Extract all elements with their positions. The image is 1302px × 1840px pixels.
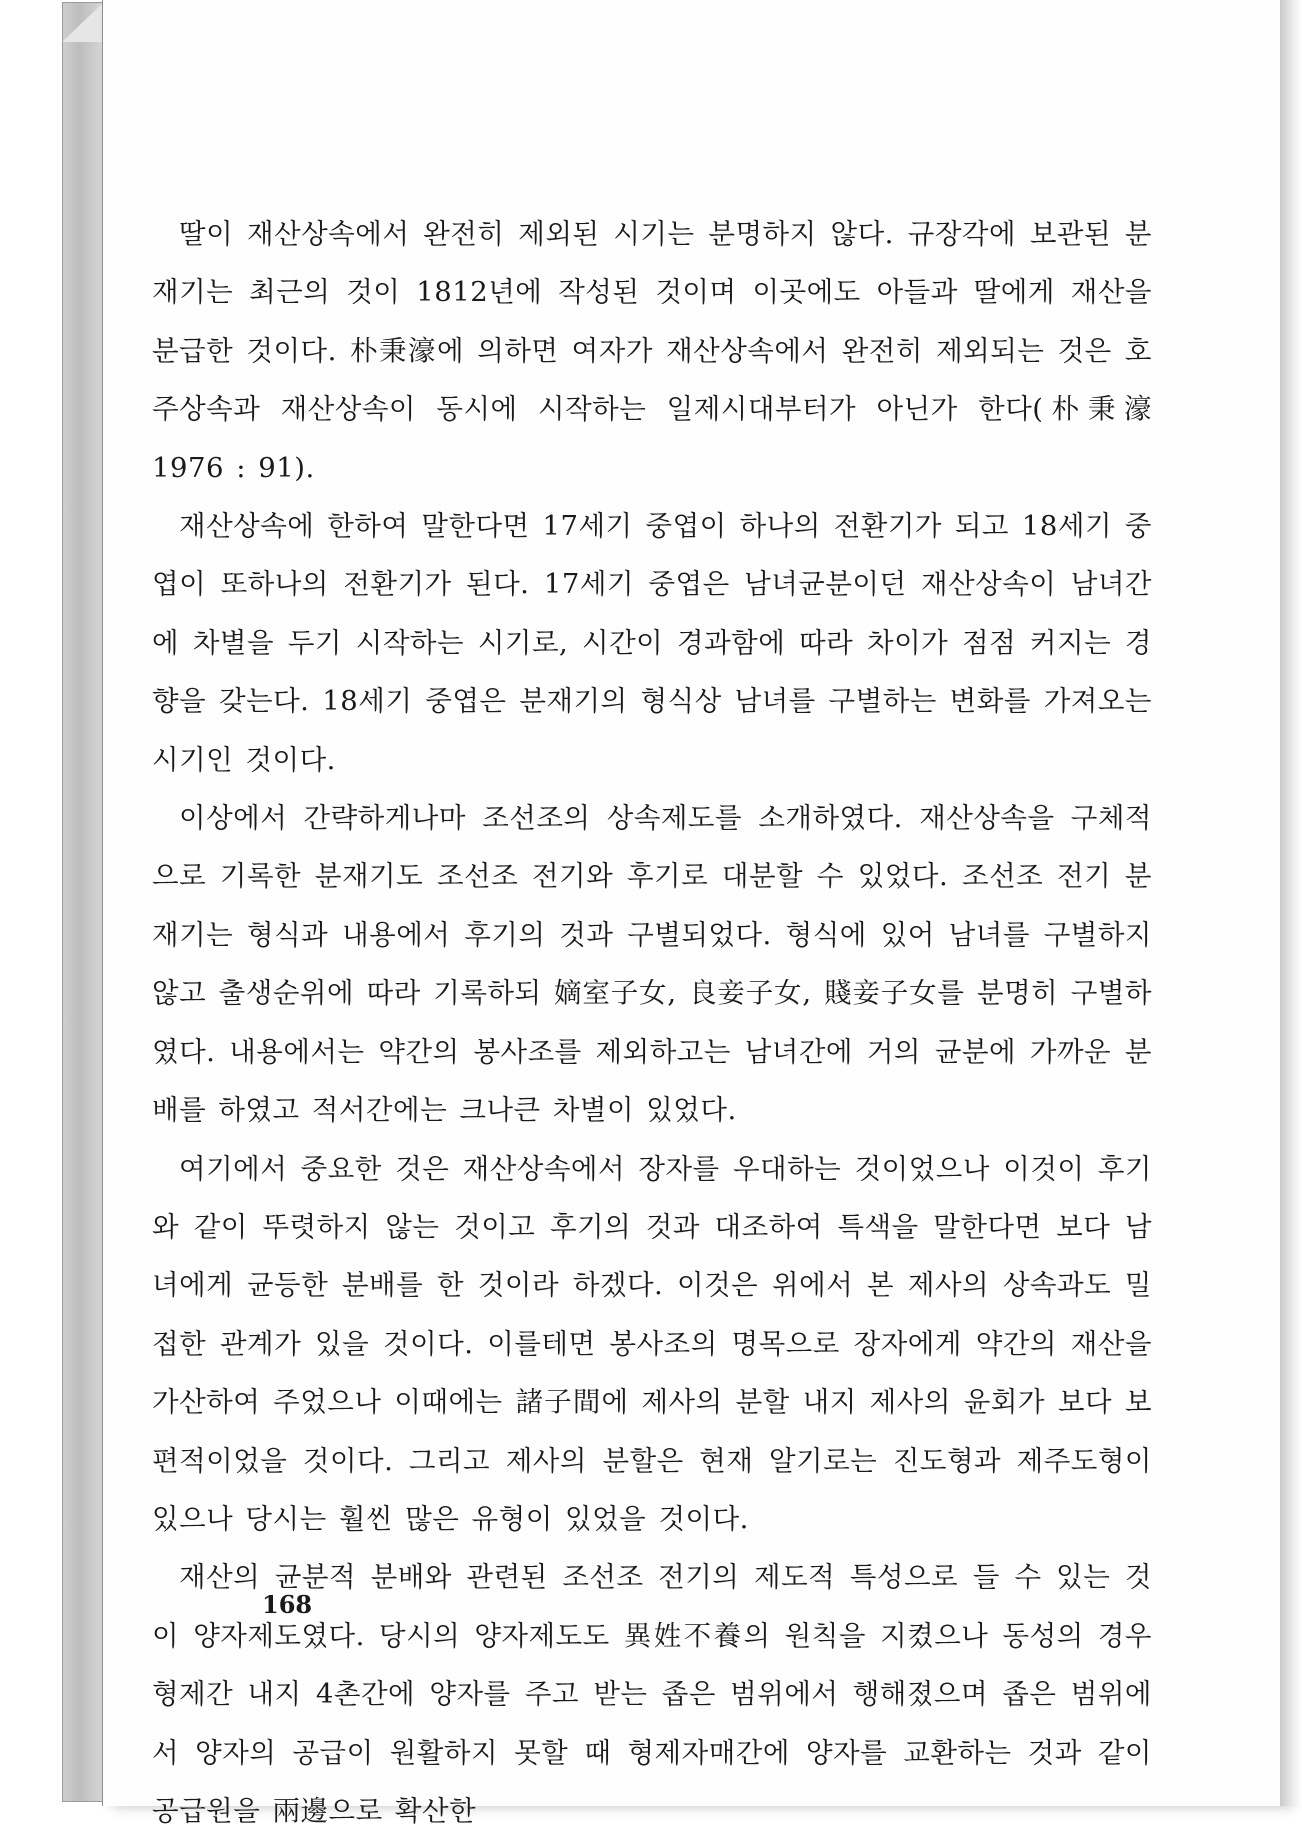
page-number: 168 [262, 1590, 313, 1619]
paragraph: 이상에서 간략하게나마 조선조의 상속제도를 소개하였다. 재산상속을 구체적으로 기록한 분재기도 조선조 전기와 후기로 대분할 수 있었다. 조선조 전기 분재기는 형식과 내용에서 후기의 것과 구별되었다. 형식에 있어 남녀를 구별하지 않고 출생순위에 따라 기록하되 嫡室子女, 良妾子女, 賤妾子女를 분명히 구별하였다. 내용에서는 약간의 봉사조를 제외하고는 남녀간에 거의 균분에 가까운 분배를 하였고 적서간에는 크나큰 차별이 있었다. [152, 802, 1152, 1127]
paragraph: 재산상속에 한하여 말한다면 17세기 중엽이 하나의 전환기가 되고 18세기 중엽이 또하나의 전환기가 된다. 17세기 중엽은 남녀균분이던 재산상속이 남녀간에 차별을 두기 시작하는 시기로, 시간이 경과함에 따라 차이가 점점 커지는 경향을 갖는다. 18세기 중엽은 분재기의 형식상 남녀를 구별하는 변화를 가져오는 시기인 것이다. [152, 510, 1152, 776]
book-spine [62, 2, 104, 1802]
page-edge-shadow [1280, 0, 1302, 1806]
paragraph: 재산의 균분적 분배와 관련된 조선조 전기의 제도적 특성으로 들 수 있는 것이 양자제도였다. 당시의 양자제도도 異姓不養의 원칙을 지켰으나 동성의 경우 형제간 내지 4촌간에 양자를 주고 받는 좁은 범위에서 행해졌으며 좁은 범위에서 양자의 공급이 원활하지 못할 때 형제자매간에 양자를 교환하는 것과 같이 공급원을 兩邊으로 확산한 [152, 1561, 1152, 1827]
paragraph: 딸이 재산상속에서 완전히 제외된 시기는 분명하지 않다. 규장각에 보관된 분재기는 최근의 것이 1812년에 작성된 것이며 이곳에도 아들과 딸에게 재산을 분급한 것이다. 朴秉濠에 의하면 여자가 재산상속에서 완전히 제외되는 것은 호주상속과 재산상속이 동시에 시작하는 일제시대부터가 아닌가 한다(朴秉濠 1976 : 91). [152, 218, 1152, 484]
paragraph: 여기에서 중요한 것은 재산상속에서 장자를 우대하는 것이었으나 이것이 후기와 같이 뚜렷하지 않는 것이고 후기의 것과 대조하여 특색을 말한다면 보다 남녀에게 균등한 분배를 한 것이라 하겠다. 이것은 위에서 본 제사의 상속과도 밀접한 관계가 있을 것이다. 이를테면 봉사조의 명목으로 장자에게 약간의 재산을 가산하여 주었으나 이때에는 諸子間에 제사의 분할 내지 제사의 윤회가 보다 보편적이었을 것이다. 그리고 제사의 분할은 현재 알기로는 진도형과 제주도형이 있으나 당시는 훨씬 많은 유형이 있었을 것이다. [152, 1152, 1152, 1535]
book-spine-top [62, 2, 104, 42]
